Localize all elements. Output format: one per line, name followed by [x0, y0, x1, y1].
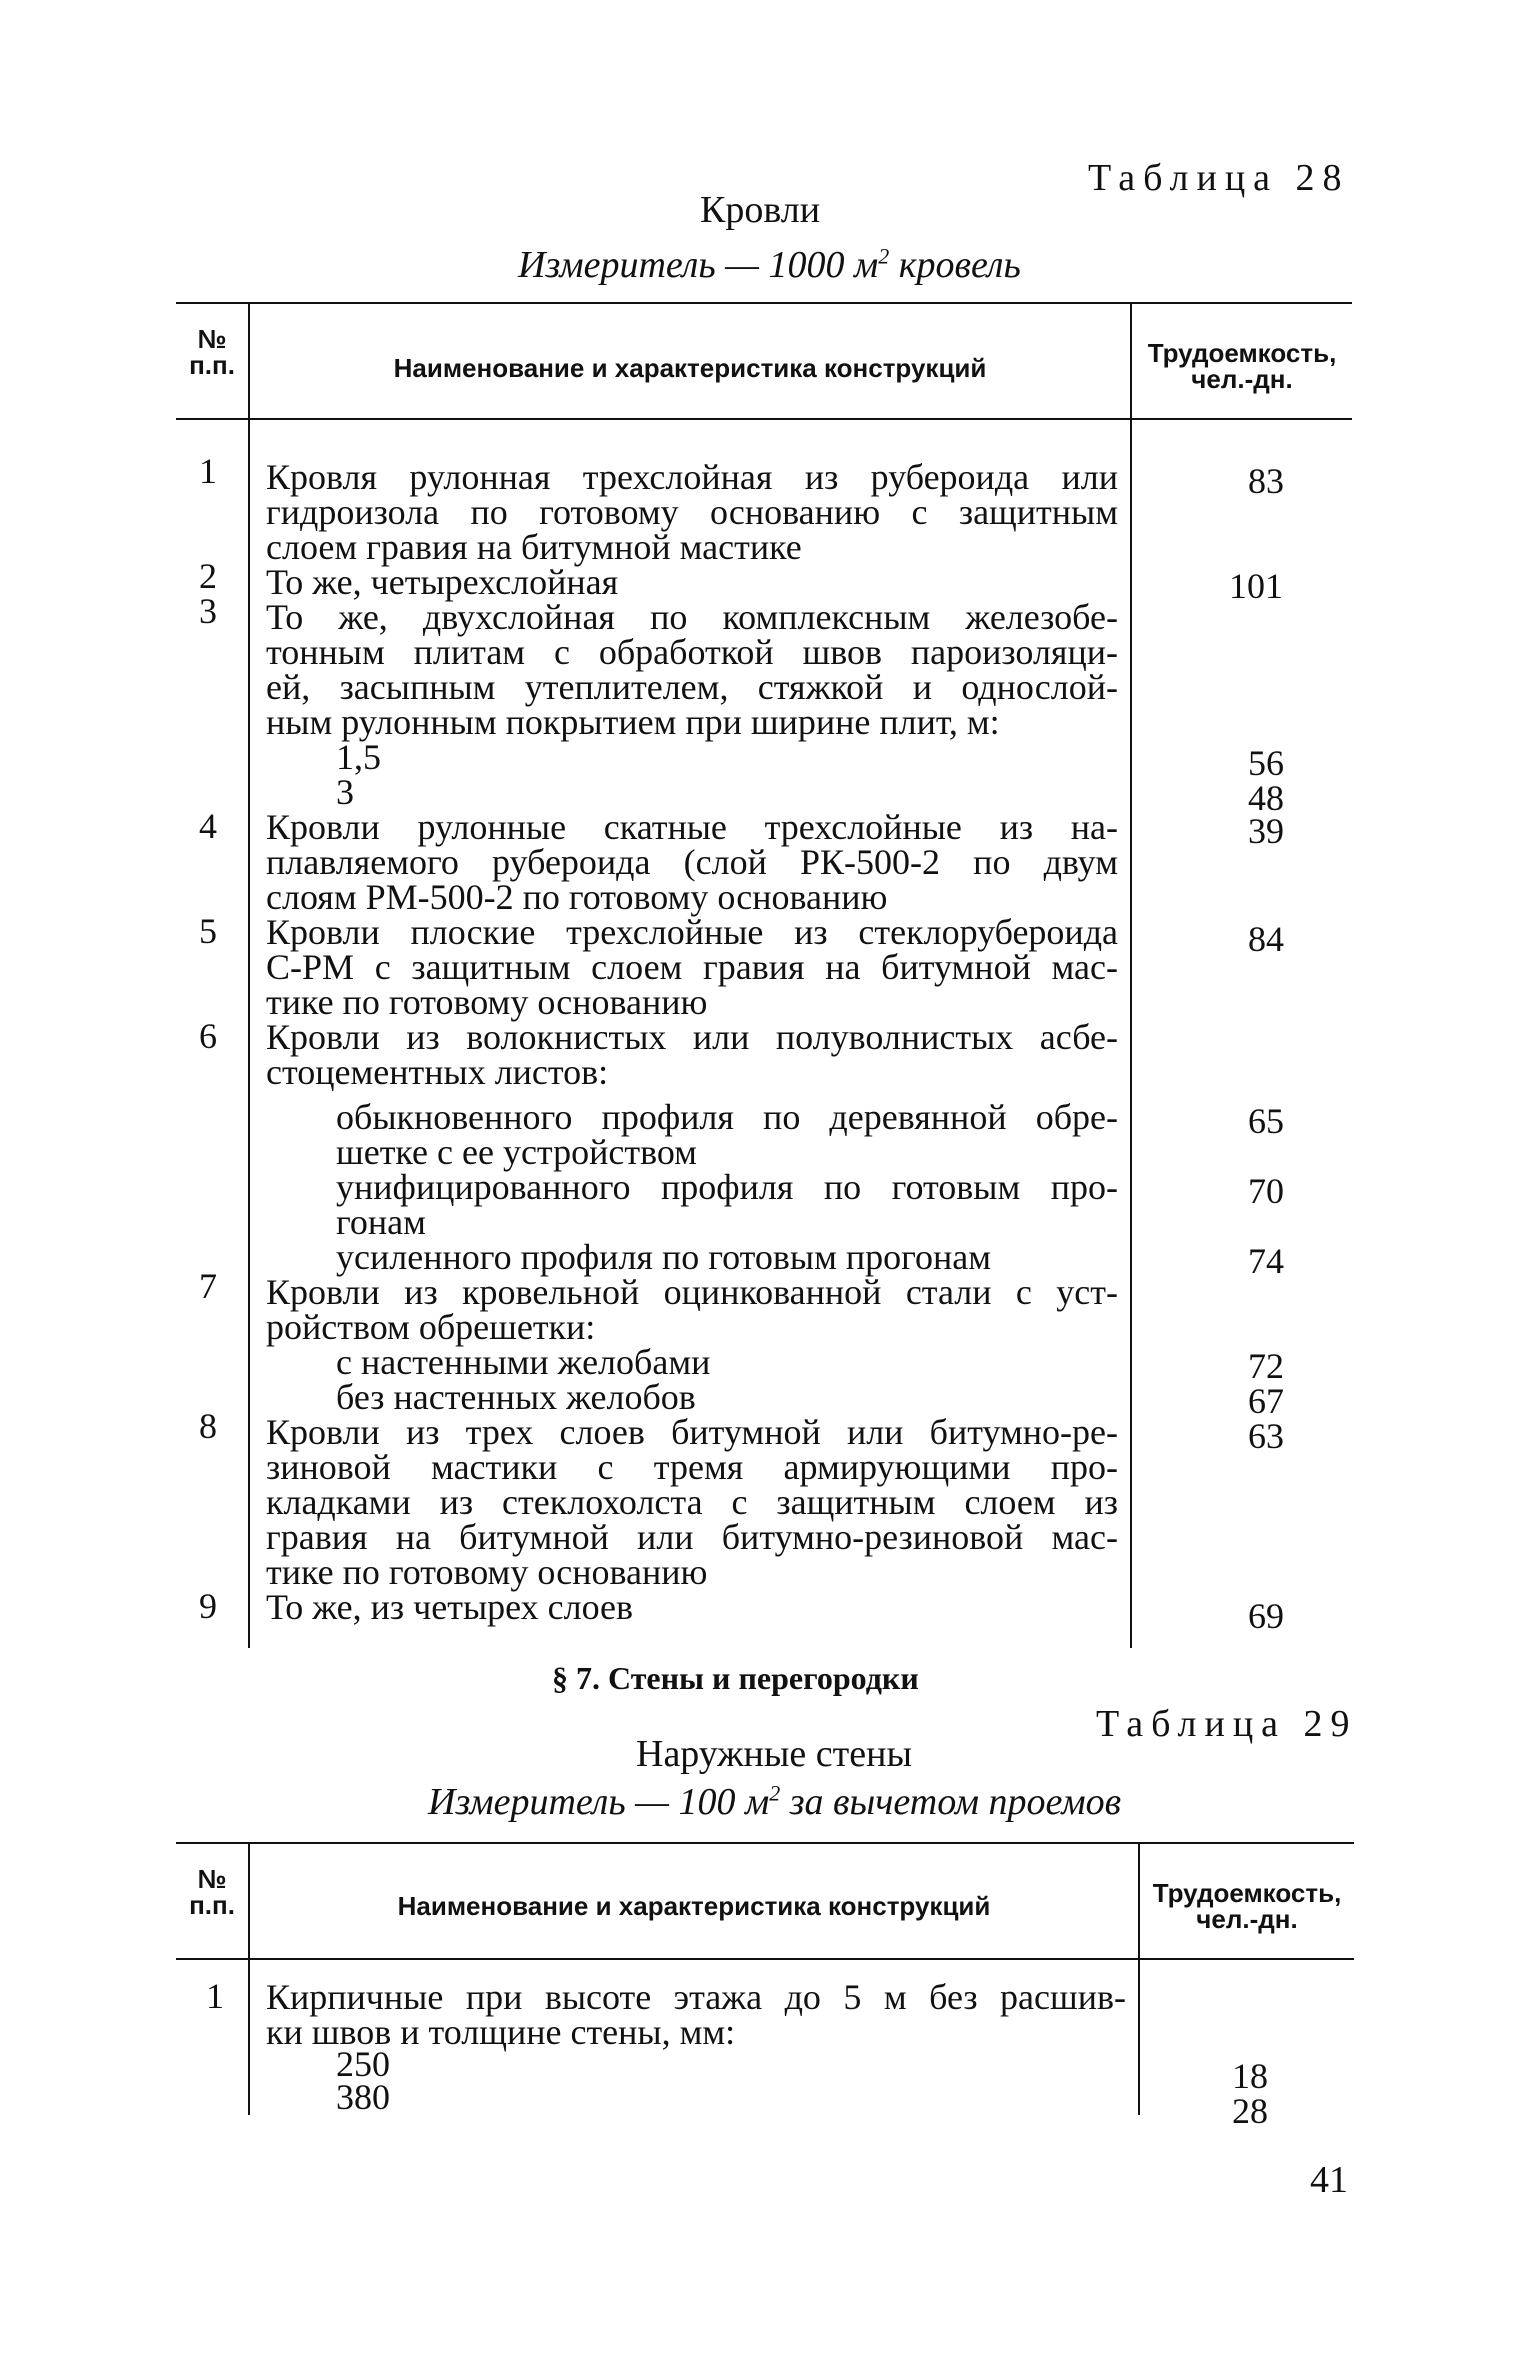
table-line: То же, двухслойная по комплексным железобе-: [266, 597, 1118, 637]
table-28-header-num: № п.п.: [189, 324, 235, 380]
table-row-num: 9: [199, 1586, 217, 1626]
table-28-measure: Измеритель — 1000 $м^2$ кровель: [518, 243, 1021, 286]
table-line: тонным плитам с обработкой швов пароизоляци-: [266, 632, 1118, 672]
table-29-header-name: Наименование и характеристика конструкций: [397, 1891, 991, 1921]
table-29-label: Таблица 29: [1096, 1703, 1358, 1745]
table-line: унифицированного профиля по готовым про-: [336, 1167, 1118, 1207]
table-line: ным рулонным покрытием при ширине плит, м:: [266, 702, 1000, 742]
table-value: 56: [1248, 743, 1284, 783]
table-value: 70: [1248, 1171, 1284, 1211]
table-line: Кровля рулонная трехслойная из рубероида или: [266, 457, 1118, 497]
table-line: тике по готовому основанию: [266, 982, 708, 1022]
table-row-num: 2: [199, 556, 217, 596]
table-28-col-divider-1: [248, 303, 250, 1648]
table-29-header-rule: [176, 1958, 1354, 1960]
section-heading: § 7. Стены и перегородки: [552, 1660, 919, 1696]
table-value: 101: [1229, 566, 1283, 606]
table-line: Кровли рулонные скатные трехслойные из на-: [266, 807, 1118, 847]
table-line: кладками из стеклохолста с защитным слоем из: [266, 1482, 1118, 1522]
table-28-header-name: Наименование и характеристика конструкций: [393, 353, 987, 383]
table-line: 380: [336, 2077, 390, 2117]
table-29-title: Наружные стены: [636, 1733, 913, 1775]
table-line: гидроизола по готовому основанию с защитным: [266, 492, 1118, 532]
table-line: шетке с ее устройством: [336, 1132, 697, 1172]
table-line: Кровли из волокнистых или полуволнистых асбе-: [266, 1017, 1118, 1057]
table-line: усиленного профиля по готовым прогонам: [336, 1237, 992, 1277]
table-line: Кровли из трех слоев битумной или битумно-ре-: [266, 1412, 1118, 1452]
table-row-num: 6: [199, 1016, 217, 1056]
table-line: 3: [336, 772, 354, 812]
table-28-col-divider-2: [1130, 303, 1132, 1648]
table-row-num: 8: [199, 1406, 217, 1446]
table-value: 74: [1248, 1241, 1284, 1281]
table-value: 72: [1248, 1346, 1284, 1386]
table-line: стоцементных листов:: [266, 1052, 609, 1092]
table-value: 83: [1248, 461, 1284, 501]
table-value: 63: [1248, 1416, 1284, 1456]
table-29-header-labor: Трудоемкость, чел.-дн.: [1152, 1878, 1342, 1934]
table-line: Кровли плоские трехслойные из стеклорубероида: [266, 912, 1118, 952]
table-line: ки швов и толщине стены, мм:: [266, 2012, 736, 2052]
table-29-top-rule: [176, 1842, 1354, 1844]
table-line: обыкновенного профиля по деревянной обре-: [336, 1097, 1118, 1137]
table-value: 69: [1248, 1596, 1284, 1636]
table-row-num: 4: [199, 806, 217, 846]
table-line: без настенных желобов: [336, 1377, 696, 1417]
table-row-num: 7: [199, 1266, 217, 1306]
table-value: 28: [1232, 2091, 1268, 2131]
table-line: гравия на битумной или битумно-резиновой мас-: [266, 1517, 1118, 1557]
table-value: 67: [1248, 1381, 1284, 1421]
table-28-header-rule: [176, 418, 1352, 420]
table-28-top-rule: [176, 302, 1352, 304]
table-line: гонам: [336, 1202, 426, 1242]
table-28-title: Кровли: [700, 189, 821, 231]
table-line: Кирпичные при высоте этажа до 5 м без расшив-: [266, 1977, 1126, 2017]
table-line: ей, засыпным утеплителем, стяжкой и однослой-: [266, 667, 1118, 707]
table-29-header-num: № п.п.: [189, 1864, 235, 1920]
table-value: 84: [1248, 919, 1284, 959]
table-line: слоем гравия на битумной мастике: [266, 527, 802, 567]
table-line: плавляемого рубероида (слой РК-500-2 по двум: [266, 842, 1118, 882]
table-28-label: Таблица 28: [1088, 157, 1350, 199]
table-line: слоям РМ-500-2 по готовому основанию: [266, 877, 888, 917]
table-line: Кровли из кровельной оцинкованной стали с уст-: [266, 1272, 1118, 1312]
table-line: ройством обрешетки:: [266, 1307, 596, 1347]
table-value: 39: [1248, 811, 1284, 851]
table-value: 65: [1248, 1101, 1284, 1141]
page-number: 41: [1310, 2159, 1348, 2201]
table-line: С-РМ с защитным слоем гравия на битумной мас-: [266, 947, 1118, 987]
table-line: 250: [336, 2044, 390, 2084]
table-line: тике по готовому основанию: [266, 1552, 708, 1592]
table-line: То же, четырехслойная: [266, 562, 619, 602]
table-line: зиновой мастики с тремя армирующими про-: [266, 1447, 1118, 1487]
table-value: 48: [1248, 778, 1284, 818]
table-28-header-labor: Трудоемкость, чел.-дн.: [1147, 338, 1337, 394]
table-row-num: 1: [199, 451, 217, 491]
table-row-num: 5: [199, 911, 217, 951]
table-row-num: 3: [199, 591, 217, 631]
table-value: 18: [1232, 2056, 1268, 2096]
table-29-col-divider-1: [248, 1843, 250, 2115]
table-line: с настенными желобами: [336, 1342, 711, 1382]
table-row-num: 1: [206, 1976, 224, 2016]
table-line: 1,5: [336, 737, 381, 777]
table-29-measure: Измеритель — 100 $м^2$ за вычетом проемов: [428, 1780, 1122, 1823]
table-line: То же, из четырех слоев: [266, 1587, 634, 1627]
